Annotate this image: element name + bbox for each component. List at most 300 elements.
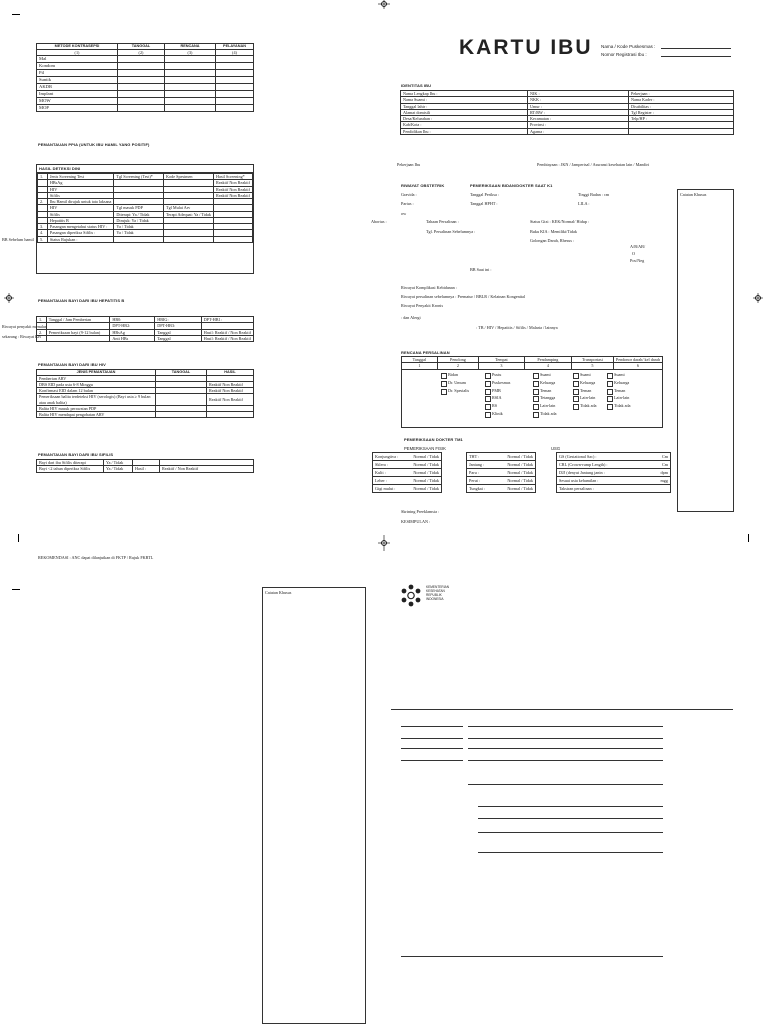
hiv-cell — [207, 412, 254, 418]
identitas-cell: NIK : — [528, 91, 629, 97]
ppia-cell: 4. — [38, 230, 48, 236]
ppia-title: PEMANTAUAN PPIA (UNTUK IBU HAMIL YANG POSITIF) — [38, 142, 150, 147]
rencana-header: Pendamping — [524, 357, 571, 363]
rencana-checkbox[interactable] — [533, 412, 539, 418]
tm1-row — [467, 453, 536, 461]
hepb-cell — [46, 335, 110, 341]
ppia-cell: Reaktif Non Reaktif — [214, 180, 253, 186]
rencana-checkbox[interactable] — [573, 381, 579, 387]
rencana-checkbox[interactable] — [607, 373, 613, 379]
registration-mark-icon — [378, 0, 390, 10]
rencana-checkbox[interactable] — [441, 373, 447, 379]
rencana-checkbox[interactable] — [533, 404, 539, 410]
rencana-checkbox[interactable] — [485, 396, 491, 402]
blank-line[interactable] — [478, 818, 663, 819]
tm1-label: DJJ (denyut Jantung janin : — [557, 469, 650, 477]
blank-line[interactable] — [401, 738, 463, 739]
registrasi-field[interactable] — [661, 56, 731, 57]
rencana-table — [401, 356, 663, 370]
gravida-label: Gravida : — [401, 192, 417, 197]
rencana-sub: 2 — [437, 363, 478, 369]
usg-label: USG — [551, 446, 561, 451]
rencana-sub: 5 — [571, 363, 613, 369]
hiv-cell: Balita HIV masuk perawatan PDP — [37, 405, 156, 411]
rencana-option: Dr. Spesialis — [448, 387, 470, 393]
tm1-label: Kulit : — [373, 469, 406, 477]
alergi-label: : dan Alergi — [401, 315, 421, 320]
ppia-cell — [114, 236, 164, 242]
pembiayaan-label: Pembiayaan : JKN / Jamperisal / Asuransi kesehatan lain / Mandiri — [537, 162, 650, 167]
ppia-cell: Status Rujukan : — [47, 236, 114, 242]
kb-header: PELAYANAN — [216, 44, 254, 50]
blank-line[interactable] — [468, 738, 663, 739]
rencana-checkbox[interactable] — [485, 389, 491, 395]
ppia-cell: 2. — [38, 199, 48, 205]
rencana-checkbox[interactable] — [485, 412, 491, 418]
abo-label: A/B/AB/ — [630, 244, 646, 249]
rencana-option: Tidak ada — [580, 403, 597, 409]
rencana-checkbox[interactable] — [607, 396, 613, 402]
hiv-table — [36, 369, 254, 418]
hepb-cell: DPT-HB1: — [201, 317, 253, 323]
hiv-cell: Pemeriksaan balita terdeteksi HIV (serologis) (Bayi usia ≥ 9 bulan atau anak balita) — [37, 394, 156, 406]
hepb-cell: 2. — [37, 329, 47, 335]
registrasi-label: Nomor Registrasi Ibu : — [601, 52, 647, 57]
crop-mark — [748, 534, 749, 542]
logo-text-line: INDONESIA — [426, 597, 444, 602]
ppia-cell: Ya / Tidak — [114, 230, 164, 236]
ppia-cell: HBsAg — [47, 180, 114, 186]
ppia-subtitle: HASIL DETEKSI DINI — [37, 165, 253, 173]
rencana-sub: 1 — [402, 363, 438, 369]
kb-method: AKDR — [37, 84, 118, 91]
ppia-table — [37, 173, 253, 243]
ppia-row — [38, 236, 253, 242]
logo-text-line: KEMENTERIAN — [426, 585, 450, 589]
ppia-cell — [164, 236, 214, 242]
identitas-cell: Umur : — [528, 103, 629, 109]
rencana-option: Suami — [580, 372, 591, 377]
hepb-row — [37, 335, 254, 341]
rencana-checkbox[interactable] — [573, 396, 579, 402]
rencana-checkbox[interactable] — [607, 404, 613, 410]
registration-mark-icon — [378, 535, 390, 551]
kb-header: TANGGAL — [118, 44, 165, 50]
identitas-cell: Kecamatan : — [528, 116, 629, 122]
tm1-row — [557, 485, 671, 493]
rencana-checkbox[interactable] — [573, 389, 579, 395]
tm1-row — [467, 461, 536, 469]
ppia-cell: HIV — [47, 205, 114, 211]
rencana-option: RSIA — [492, 395, 502, 401]
blank-line[interactable] — [478, 832, 663, 833]
persalinan-label: Tahaan Persalinan : — [426, 219, 459, 224]
hepb-cell: 1. — [37, 317, 47, 323]
ppia-cell: Reaktif Non Reaktif — [214, 192, 253, 198]
tm1-row — [373, 485, 442, 493]
rencana-option: Lain-lain — [540, 403, 556, 409]
rencana-option: Keluarga — [580, 379, 596, 385]
tgl-persalinan-label: Tgl. Persalinan Sebelumnya : — [426, 229, 476, 234]
sifilis-row — [37, 466, 254, 472]
rencana-option: Tetangga — [540, 395, 556, 401]
rencana-header: Transportasi — [571, 357, 613, 363]
hiv-header: JENIS PEMANTAUAN — [37, 370, 156, 376]
rencana-option: Pustu — [492, 372, 502, 377]
tm1-value: Normal / Tidak — [406, 485, 442, 493]
hiv-header: TANGGAL — [156, 370, 207, 376]
partus-label: Partus : — [401, 201, 414, 206]
tm1-label: Gigi mulut : — [373, 485, 406, 493]
logo-text-line: REPUBLIK — [426, 593, 442, 598]
side-note: sekarang : Riwayat KB — [2, 334, 41, 339]
tm1-value — [650, 485, 671, 493]
hepb-table — [36, 316, 254, 342]
riwayat-persalinan-label: Riwayat persalinan sebelumnya : Prematur / BBLR / Kelainan Kongenital — [401, 294, 526, 299]
sifilis-cell: Ya / Tidak — [104, 466, 133, 472]
rencana-checkbox[interactable] — [533, 381, 539, 387]
blank-line[interactable] — [468, 748, 663, 749]
skrining-label: Skrining Preeklamsia : — [401, 509, 440, 514]
identitas-cell: Nama Lengkap Ibu : — [401, 91, 528, 97]
catatan-khusus-label: Catatan Khusus — [265, 590, 292, 595]
tm1-label: Paru : — [467, 469, 495, 477]
tm1-value: dpm — [650, 469, 671, 477]
rencana-checkbox[interactable] — [441, 389, 447, 395]
rencana-option: Puskesmas — [492, 379, 511, 385]
ppia-cell — [214, 236, 253, 242]
ppia-cell: Kode Spesimen — [164, 174, 214, 180]
identitas-table — [400, 90, 734, 135]
abo-label: Pos/Neg — [630, 258, 645, 263]
ppia-cell: Hepatitis B — [47, 217, 114, 223]
rencana-header: Pendonor darah/ kel darah — [613, 357, 662, 363]
hiv-row — [37, 394, 254, 406]
penyakit-label: Riwayat Penyakit Kronis — [401, 303, 444, 308]
rencana-checkbox[interactable] — [485, 381, 491, 387]
hiv-cell: Konfirmasi EID dalam 12 bulan — [37, 388, 156, 394]
hepb-cell: Tanggal — [155, 335, 202, 341]
identitas-cell: Pekerjaan : — [629, 91, 734, 97]
rencana-sub: 4 — [524, 363, 571, 369]
ppia-cell: Hasil Screening* — [214, 174, 253, 180]
sifilis-cell: Ya / Tidak — [104, 460, 133, 466]
rencana-option: Tidak ada — [614, 403, 631, 409]
ppia-cell: Pasangan mengetahui status HIV : — [47, 224, 114, 230]
tm1-value: Cm — [650, 453, 671, 461]
rencana-option: Bidan — [448, 372, 459, 377]
tm1-row — [467, 469, 536, 477]
hiv-cell: Pemberian ARV — [37, 375, 156, 381]
identitas-cell: Provinsi : — [528, 122, 629, 128]
ppia-cell: Dirujuk: Ya / Tidak — [114, 217, 164, 223]
tm1-row — [467, 485, 536, 493]
rencana-checkbox[interactable] — [485, 404, 491, 410]
tm1-value: mgg — [650, 477, 671, 485]
identitas-cell: Kab/Kota : — [401, 122, 528, 128]
sifilis-cell: Hasil : — [133, 466, 160, 472]
ppia-cell: 3. — [38, 224, 48, 230]
rencana-checkbox[interactable] — [573, 404, 579, 410]
identitas-title: IDENTITAS IBU — [401, 83, 432, 88]
ppia-cell: Tgl Mulai Arv — [164, 205, 214, 211]
rencana-checkbox[interactable] — [533, 389, 539, 395]
rencana-header: Tempat — [479, 357, 525, 363]
identitas-row — [401, 128, 734, 134]
blank-line[interactable] — [401, 760, 463, 761]
kb-method: Pil — [37, 70, 118, 77]
catatan-khusus-label: Catatan Khusus — [680, 192, 707, 197]
buku-kia-label: Buku KIA : Memiliki/Tidak — [530, 229, 577, 234]
identitas-cell: NKK : — [528, 97, 629, 103]
rencana-option: Suami — [614, 372, 625, 377]
tm1-value: Normal / Tidak — [494, 477, 535, 485]
ow-label: ow — [401, 211, 407, 216]
tm1-row — [373, 477, 442, 485]
logo-text — [426, 585, 449, 602]
rencana-option: PMB — [492, 387, 501, 393]
ppia-box — [36, 164, 254, 274]
rencana-option: Lain-lain — [580, 395, 596, 401]
kb-sub: (1) — [37, 49, 118, 55]
blank-line[interactable] — [401, 956, 663, 957]
tm1-value: Normal / Tidak — [494, 469, 535, 477]
ppia-cell: Pasangan diperiksa Sifilis : — [47, 230, 114, 236]
hiv-header: HASIL — [207, 370, 254, 376]
blank-line[interactable] — [468, 784, 663, 785]
obstetri-title: RIWAYAT OBSTETRIK — [401, 183, 445, 188]
divider-line — [391, 709, 733, 710]
fisik-table-2 — [466, 452, 536, 493]
identitas-cell: Agama : — [528, 128, 629, 134]
hepb-title: PEMANTAUAN BAYI DARI IBU HEPATITIS B — [38, 298, 125, 303]
abo-label: O — [632, 251, 636, 256]
tm1-row — [373, 461, 442, 469]
kb-method: MOW — [37, 97, 118, 104]
kb-header: METODE KONTRASEPSI — [37, 44, 118, 50]
abortus-label: Abortus : — [371, 219, 387, 224]
kesimpulan-label: KESIMPULAN : — [401, 519, 431, 524]
ppia-cell: HIV — [47, 186, 114, 192]
rencana-checkbox[interactable] — [533, 373, 539, 379]
catatan-khusus-box[interactable] — [677, 189, 734, 512]
blank-line[interactable] — [401, 726, 463, 727]
rencana-option: Teman — [614, 387, 626, 393]
tm1-label: Jantung : — [467, 461, 495, 469]
kb-header: RENCANA — [165, 44, 216, 50]
tm1-label: Sesuai usia kehamilan : — [557, 477, 650, 485]
identitas-cell: Telp/HP : — [629, 116, 734, 122]
identitas-cell: RT/RW : — [528, 109, 629, 115]
rencana-header: Tanggal — [402, 357, 438, 363]
hepb-cell: HBIG: — [155, 317, 202, 323]
blank-line[interactable] — [401, 748, 463, 749]
tm1-value: Normal / Tidak — [406, 461, 442, 469]
kb-method: Suntik — [37, 77, 118, 84]
tm1-label: Leher : — [373, 477, 406, 485]
kb-sub: (3) — [165, 49, 216, 55]
gol-darah-label: Golongan Darah, Rhesus : — [530, 238, 575, 243]
tm1-value: Normal / Tidak — [494, 453, 535, 461]
ppia-cell: Tgl Screening (Test)* — [114, 174, 164, 180]
identitas-cell: Tgl Register : — [629, 109, 734, 115]
crop-mark — [12, 14, 20, 15]
hiv-cell: Balita HIV mendapat pengobatan ARV — [37, 412, 156, 418]
rencana-option: Suami — [540, 372, 551, 377]
tm1-label: Taksiran persalinan : — [557, 485, 650, 493]
tm1-row — [467, 477, 536, 485]
kb-method: Mal — [37, 56, 118, 63]
status-gizi-label: Status Gizi : KEK/Normal/ Hidup : — [530, 219, 590, 224]
rencana-option: Teman — [580, 387, 592, 393]
hiv-row — [37, 412, 254, 418]
page-title: KARTU IBU — [459, 36, 593, 59]
tm1-label: GS (Gestational Sac) : — [557, 453, 650, 461]
rencana-checkbox[interactable] — [607, 389, 613, 395]
tm1-row — [373, 453, 442, 461]
ppia-cell: Diterapi: Ya / Tidak — [114, 211, 164, 217]
ppia-cell: Ibu Hamil dirujuk untuk tata laksana — [47, 199, 114, 205]
lila-label: LILA : — [578, 201, 590, 206]
ppia-cell: Jenis Screening Test — [47, 174, 114, 180]
hiv-cell: DBS EID pada usia 6-8 Minggu — [37, 381, 156, 387]
tm1-label: THT : — [467, 453, 495, 461]
hepb-cell: Pemeriksaan bayi (9-12 bulan) — [46, 329, 110, 335]
blank-line[interactable] — [478, 806, 663, 807]
hiv-title: PEMANTAUAN BAYI DARI IBU HIV — [38, 362, 106, 367]
hepb-cell: Hasil: Reaktif / Non Reaktif — [201, 335, 253, 341]
ppia-cell: 1. — [38, 174, 48, 180]
tm1-value: Normal / Tidak — [494, 461, 535, 469]
menular-label: : TB / HIV / Hepatitis / Sifilis / Malaria / lainnya — [476, 325, 558, 330]
tm1-value: Normal / Tidak — [406, 453, 442, 461]
puskesmas-field[interactable] — [661, 48, 731, 49]
tm1-row — [557, 453, 671, 461]
tm1-value: Normal / Tidak — [494, 485, 535, 493]
registration-mark-icon — [4, 293, 14, 303]
hiv-cell — [156, 412, 207, 418]
rencana-checkbox[interactable] — [607, 381, 613, 387]
hiv-cell: Reaktif Non Reaktif — [207, 394, 254, 406]
ppia-cell: Terapi Adequat: Ya / Tidak — [164, 211, 214, 217]
tm1-row — [557, 469, 671, 477]
rencana-header: Penolong — [437, 357, 478, 363]
hiv-cell: Reaktif Non Reaktif — [207, 388, 254, 394]
rencana-title: RENCANA PERSALINAN — [401, 350, 450, 355]
kb-method: MOP — [37, 104, 118, 111]
sifilis-cell: Reaktif / Non Reaktif — [160, 466, 254, 472]
tm1-label: Sklera : — [373, 461, 406, 469]
identitas-cell: Pendidikan Ibu : — [401, 128, 528, 134]
fisik-label: PEMERIKSAAN FISIK — [404, 446, 446, 451]
tm1-row — [557, 461, 671, 469]
hiv-cell: Reaktif Non Reaktif — [207, 381, 254, 387]
hpht-label: Tanggal HPHT : — [470, 201, 498, 206]
ppia-cell: Reaktif Non Reaktif — [214, 186, 253, 192]
kb-method: Kondom — [37, 63, 118, 70]
hepb-cell: HB0: — [110, 317, 155, 323]
hepb-cell: DPT-HB2: — [110, 323, 155, 329]
hepb-cell: Tanggal — [155, 329, 202, 335]
side-note: Riwayat penyakit menular — [2, 324, 47, 329]
sifilis-cell: Bayi dari ibu Sifilis diterapi — [37, 460, 104, 466]
sifilis-table — [36, 459, 254, 473]
catatan-khusus-box-2[interactable] — [262, 587, 366, 1024]
identitas-cell: Desa/Kelurahan : — [401, 116, 528, 122]
rencana-option: Keluarga — [540, 379, 556, 385]
identitas-cell: Tanggal lahir : — [401, 103, 528, 109]
rencana-checkbox[interactable] — [533, 396, 539, 402]
blank-line[interactable] — [478, 852, 663, 853]
hepb-cell: HBsAg — [110, 329, 155, 335]
kb-table — [36, 43, 254, 112]
tgl-periksa-label: Tanggal Periksa : — [470, 192, 500, 197]
ppia-row — [38, 174, 253, 180]
rencana-option: RS — [492, 403, 498, 409]
rencana-sub: 6 — [613, 363, 662, 369]
hepb-cell: Hasil: Reaktif / Non Reaktif — [201, 329, 253, 335]
registration-mark-icon — [753, 293, 763, 303]
rencana-sub: 3 — [479, 363, 525, 369]
ppia-cell: Ya / Tidak — [114, 224, 164, 230]
rencana-option: Tidak ada — [540, 411, 557, 416]
pekerjaan-label: Pekerjaan Ibu — [397, 162, 421, 167]
tm1-value: Normal / Tidak — [406, 469, 442, 477]
blank-line[interactable] — [468, 760, 663, 761]
blank-line[interactable] — [468, 726, 663, 727]
kemenkes-logo-icon — [398, 583, 426, 609]
tm1-value: Cm — [650, 461, 671, 469]
rencana-option: Teman — [540, 387, 552, 393]
pemeriksaan-title: PEMERIKSAAN BIDAN/DOKTER SAAT K1 — [470, 183, 553, 188]
identitas-cell: Alamat domisili — [401, 109, 528, 115]
rencana-checkbox[interactable] — [573, 373, 579, 379]
rencana-option: Klinik — [492, 411, 503, 416]
rencana-checkbox[interactable] — [441, 381, 447, 387]
sifilis-cell: Bayi <2 tahun diperiksa Sifilis — [37, 466, 104, 472]
tm1-value: Normal / Tidak — [406, 477, 442, 485]
identitas-cell: Nama Suami : — [401, 97, 528, 103]
tinggi-label: Tinggi Badan : cm — [578, 192, 610, 197]
ppia-cell: 5. — [38, 236, 48, 242]
kb-sub: (2) — [118, 49, 165, 55]
tm1-row — [373, 469, 442, 477]
ppia-cell: Tgl masuk PDP — [114, 205, 164, 211]
rencana-checkbox[interactable] — [485, 373, 491, 379]
puskesmas-label: Nama / Kode Puskesmas : — [601, 44, 656, 49]
hepb-cell: Tanggal / Jam Pemberian — [46, 317, 110, 323]
tm1-label: Tungkai : — [467, 485, 495, 493]
identitas-cell: Disabilitas : — [629, 103, 734, 109]
logo-text-line: KESEHATAN — [426, 589, 445, 594]
hepb-cell: DPT-HB3: — [155, 323, 202, 329]
fisik-table-1 — [372, 452, 442, 493]
ppia-cell: Sifilis — [47, 192, 114, 198]
tm1-label: Perut : — [467, 477, 495, 485]
rekomendasi-label: REKOMENDASI : ANC dapat dilanjutkan di FKTP / Rujuk FKRTL — [38, 555, 154, 560]
usg-table — [556, 452, 671, 493]
rencana-option: Lain-lain — [614, 395, 630, 401]
tm1-title: PEMERIKSAAN DOKTER TM1 — [404, 437, 463, 442]
identitas-cell: Nama Kader : — [629, 97, 734, 103]
hiv-cell — [156, 394, 207, 406]
bb-label: BB Saat ini : — [470, 267, 492, 272]
tm1-row — [557, 477, 671, 485]
rencana-option: Keluarga — [614, 379, 630, 385]
kb-sub: (4) — [216, 49, 254, 55]
ppia-cell: Sifilis — [47, 211, 114, 217]
side-note: BB Sebelum hamil — [2, 237, 34, 242]
